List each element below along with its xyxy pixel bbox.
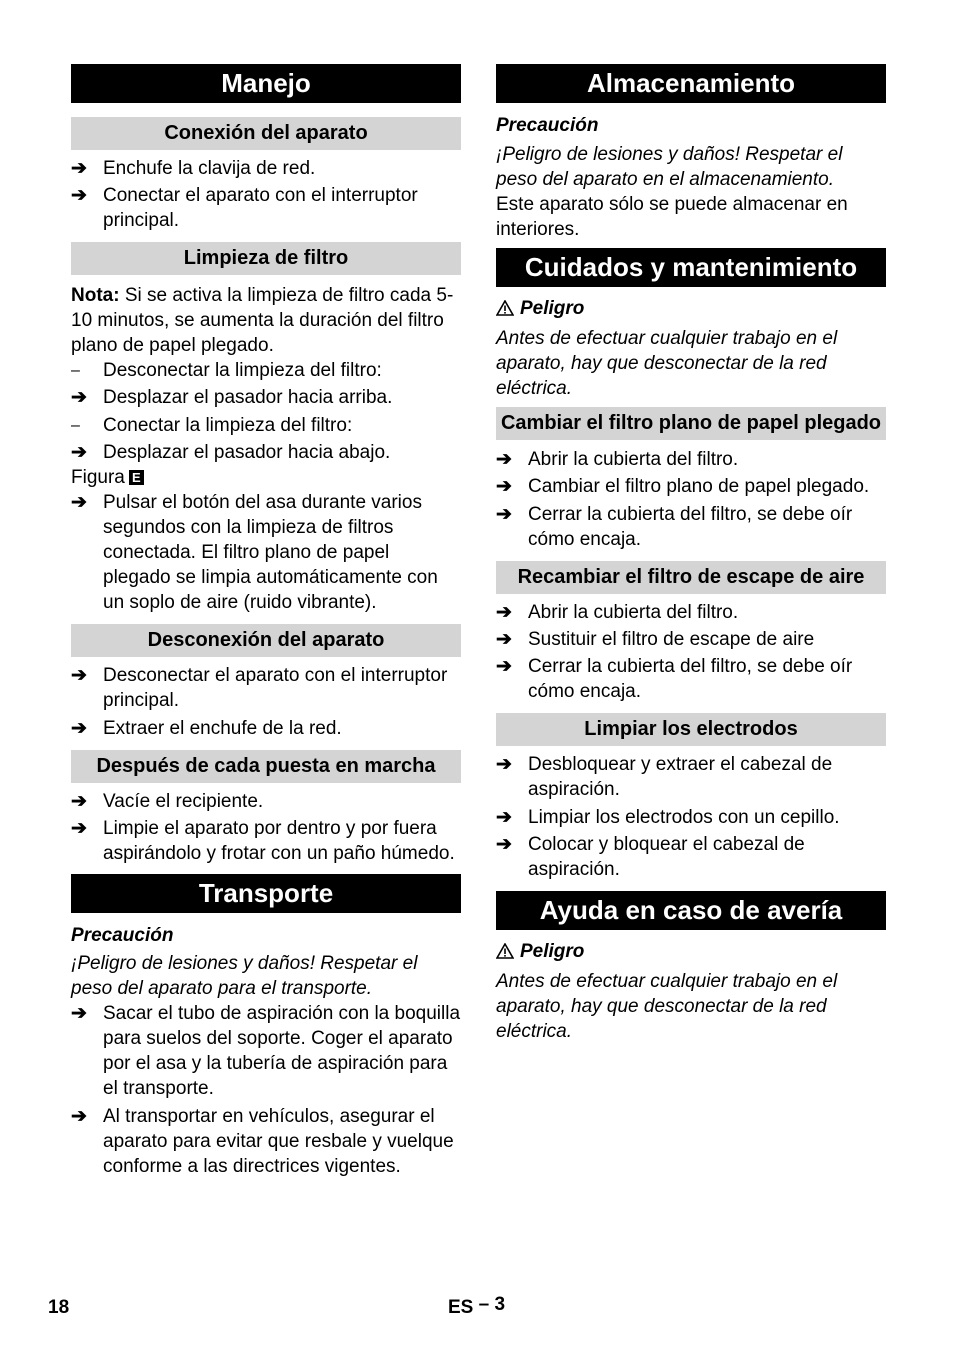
arrow-right-icon: ➔ — [71, 791, 87, 812]
figura-reference: Figura E — [71, 465, 461, 490]
list-recambiar — [496, 600, 886, 704]
list-desconexion — [71, 663, 461, 741]
list-item: ➔ Colocar y bloquear el cabezal de aspiración. — [496, 834, 805, 880]
heading-ayuda: Ayuda en caso de avería — [496, 891, 886, 930]
arrow-right-icon: ➔ — [496, 834, 512, 855]
precaucion-text: ¡Peligro de lesiones y daños! Respetar el peso del aparato en el almacenamiento. — [496, 144, 843, 190]
peligro-label: Peligro — [496, 939, 886, 966]
heading-electrodos: Limpiar los electrodos — [496, 713, 886, 746]
almacenamiento-text: Este aparato sólo se puede almacenar en interiores. — [496, 194, 848, 240]
list-electrodos — [496, 752, 886, 882]
arrow-right-icon: ➔ — [496, 449, 512, 470]
list-conexion — [71, 156, 461, 233]
list-item: ➔ Vacíe el recipiente. — [71, 791, 264, 812]
arrow-right-icon: ➔ — [496, 602, 512, 623]
list-item: ➔ Desconectar el aparato con el interruptor principal. — [71, 665, 448, 711]
arrow-right-icon: ➔ — [71, 718, 87, 739]
arrow-right-icon: ➔ — [71, 442, 87, 463]
list-item: ➔ Desplazar el pasador hacia abajo. — [71, 442, 391, 463]
peligro-label: Peligro — [496, 296, 886, 323]
dash-icon: – — [71, 362, 80, 379]
list-item: ➔ Enchufe la clavija de red. — [71, 158, 316, 179]
list-item: ➔ Desplazar el pasador hacia arriba. — [71, 387, 393, 408]
list-item: – Conectar la limpieza del filtro: — [71, 415, 353, 436]
list-item: – Desconectar la limpieza del filtro: — [71, 360, 382, 381]
list-item: ➔ Al transportar en vehículos, asegurar el aparato para evitar que resbale y vuelque conforme a las directrices vigentes. — [71, 1106, 454, 1177]
heading-almacenamiento: Almacenamiento — [496, 64, 886, 103]
list-cambiar — [496, 447, 886, 552]
list-despues — [71, 789, 461, 866]
list-item: ➔ Sacar el tubo de aspiración con la boquilla para suelos del soporte. Coger el aparato por el asa y la tubería de aspiración para el transporte. — [71, 1003, 461, 1099]
left-column — [71, 64, 461, 1179]
right-column — [496, 64, 886, 1044]
list-item: ➔ Limpiar los electrodos con un cepillo. — [496, 807, 840, 828]
heading-limpieza: Limpieza de filtro — [71, 242, 461, 275]
arrow-right-icon: ➔ — [71, 1003, 87, 1024]
heading-desconexion: Desconexión del aparato — [71, 624, 461, 657]
arrow-right-icon: ➔ — [71, 818, 87, 839]
arrow-right-icon: ➔ — [496, 807, 512, 828]
heading-manejo: Manejo — [71, 64, 461, 103]
footer-language: ES – 3 — [448, 1294, 506, 1318]
warning-triangle-icon — [496, 298, 514, 323]
arrow-right-icon: ➔ — [71, 492, 87, 513]
peligro-text: Antes de efectuar cualquier trabajo en el aparato, hay que desconectar de la red eléctrica. — [496, 971, 838, 1042]
heading-cambiar-filtro: Cambiar el filtro plano de papel plegado — [496, 407, 886, 440]
list-item: ➔ Abrir la cubierta del filtro. — [496, 449, 739, 470]
list-item: ➔ Abrir la cubierta del filtro. — [496, 602, 739, 623]
list-item: ➔ Cerrar la cubierta del filtro, se debe oír cómo encaja. — [496, 504, 853, 550]
arrow-right-icon: ➔ — [496, 656, 512, 677]
figure-e-badge: E — [129, 470, 144, 485]
list-item: ➔ Pulsar el botón del asa durante varios segundos con la limpieza de filtros conectada. El filtro plano de papel plegado se limpia automáticamente con un soplo de aire (ruido vibrante). — [71, 492, 438, 613]
precaucion-label: Precaución — [71, 925, 174, 946]
list-item: ➔ Limpie el aparato por dentro y por fuera aspirándolo y frotar con un paño húmedo. — [71, 818, 455, 864]
warning-triangle-icon — [496, 941, 514, 966]
arrow-right-icon: ➔ — [496, 629, 512, 650]
arrow-right-icon: ➔ — [71, 387, 87, 408]
list-item: ➔ Cambiar el filtro plano de papel plegado. — [496, 476, 870, 497]
arrow-right-icon: ➔ — [496, 754, 512, 775]
arrow-right-icon: ➔ — [71, 665, 87, 686]
heading-conexion: Conexión del aparato — [71, 117, 461, 150]
arrow-right-icon: ➔ — [496, 504, 512, 525]
heading-despues: Después de cada puesta en marcha — [71, 750, 461, 783]
heading-transporte: Transporte — [71, 874, 461, 913]
arrow-right-icon: ➔ — [71, 1106, 87, 1127]
precaucion-text: ¡Peligro de lesiones y daños! Respetar el peso del aparato para el transporte. — [71, 953, 418, 999]
arrow-right-icon: ➔ — [71, 158, 87, 179]
precaucion-label: Precaución — [496, 115, 599, 136]
peligro-text: Antes de efectuar cualquier trabajo en el aparato, hay que desconectar de la red eléctrica. — [496, 328, 838, 399]
list-item: ➔ Cerrar la cubierta del filtro, se debe oír cómo encaja. — [496, 656, 853, 702]
list-item: ➔ Desbloquear y extraer el cabezal de aspiración. — [496, 754, 833, 800]
page-number: 18 — [48, 1297, 70, 1318]
list-item: ➔ Extraer el enchufe de la red. — [71, 718, 342, 739]
heading-recambiar-filtro: Recambiar el filtro de escape de aire — [496, 561, 886, 594]
nota-paragraph: Nota: Si se activa la limpieza de filtro cada 5-10 minutos, se aumenta la duración del filtro plano de papel plegado. — [71, 285, 454, 356]
arrow-right-icon: ➔ — [496, 476, 512, 497]
heading-cuidados: Cuidados y mantenimiento — [496, 248, 886, 287]
list-item: ➔ Conectar el aparato con el interruptor principal. — [71, 185, 418, 231]
arrow-right-icon: ➔ — [71, 185, 87, 206]
dash-icon: – — [71, 417, 80, 434]
list-item: ➔ Sustituir el filtro de escape de aire — [496, 629, 815, 650]
